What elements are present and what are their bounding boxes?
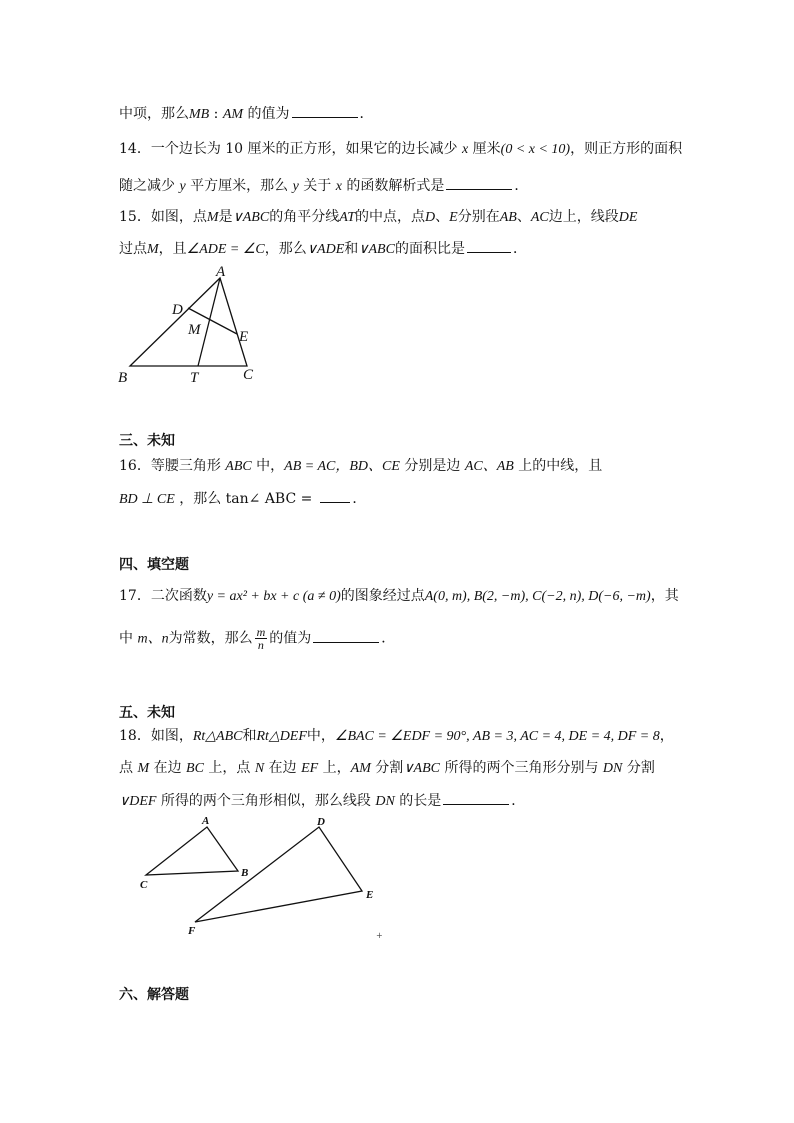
stray-mark: +: [376, 931, 383, 940]
label-C: C: [140, 879, 148, 891]
q16-line1: 16．等腰三角形 ABC 中，AB = AC，BD、CE 分别是边 AC、AB 上的中线，且: [119, 458, 603, 474]
q18-line3: ∨DEF 所得的两个三角形相似，那么线段 DN 的长是 ．: [119, 790, 525, 812]
label-B: B: [118, 370, 128, 386]
label-E: E: [239, 329, 249, 345]
q14-line2: 随之减少 y 平方厘米，那么 y 关于 x 的函数解析式是 ．: [119, 175, 528, 197]
q17-line2: 中 m、n为常数，那么 $\frac{m}{n}$ 的值为 ．: [119, 625, 396, 652]
label-F: F: [188, 925, 196, 937]
section-heading-6: 六、解答题: [119, 987, 189, 1003]
label-C: C: [243, 367, 254, 383]
label-B: B: [241, 867, 249, 879]
q13-tail-line: 中项，那么MB : AM 的值为 ．: [119, 103, 374, 125]
answer-blank[interactable]: [313, 628, 379, 643]
q17-line1: 17．二次函数y = ax² + bx + c (a ≠ 0)的图象经过点A(0, m), B(2, −m), C(−2, n), D(−6, −m)，其: [119, 588, 679, 604]
section-heading-3: 三、未知: [119, 433, 175, 449]
q15-line2: 过点M，且∠ADE = ∠C，那么∨ADE和∨ABC的面积比是 ．: [119, 238, 527, 260]
q16-line2: BD ⊥ CE ，那么 tan∠ ABC = ．: [119, 488, 366, 510]
label-T: T: [190, 370, 199, 386]
answer-blank[interactable]: [446, 175, 512, 190]
label-D: D: [172, 302, 183, 318]
q18-line1: 18．如图，Rt△ABC和Rt△DEF中，∠BAC = ∠EDF = 90°, AB = 3, AC = 4, DE = 4, DF = 8，: [119, 728, 674, 744]
section-heading-5: 五、未知: [119, 705, 175, 721]
label-A: A: [202, 815, 210, 827]
q14-line1: 14．一个边长为 10 厘米的正方形，如果它的边长减少 x 厘米(0 < x < 10)，则正方形的面积: [119, 141, 683, 157]
q18-line2: 点 M 在边 BC 上，点 N 在边 EF 上，AM 分割∨ABC 所得的两个三角形分别与 DN 分割: [119, 760, 655, 776]
fraction-m-over-n: $\frac{m}{n}$: [256, 625, 266, 652]
section-heading-4: 四、填空题: [119, 557, 189, 573]
answer-blank[interactable]: [443, 790, 509, 805]
answer-blank[interactable]: [320, 488, 350, 503]
label-D: D: [317, 816, 325, 828]
triangle-figure-q15: [110, 262, 270, 390]
answer-blank[interactable]: [467, 238, 511, 253]
label-M: M: [188, 322, 201, 338]
label-E: E: [366, 889, 374, 901]
two-triangles-figure-q18: [130, 812, 390, 942]
answer-blank[interactable]: [292, 103, 358, 118]
q15-line1: 15．如图，点M是∨ABC的角平分线AT的中点，点D、E分别在AB、AC边上，线段DE: [119, 209, 638, 225]
label-A: A: [216, 264, 226, 280]
